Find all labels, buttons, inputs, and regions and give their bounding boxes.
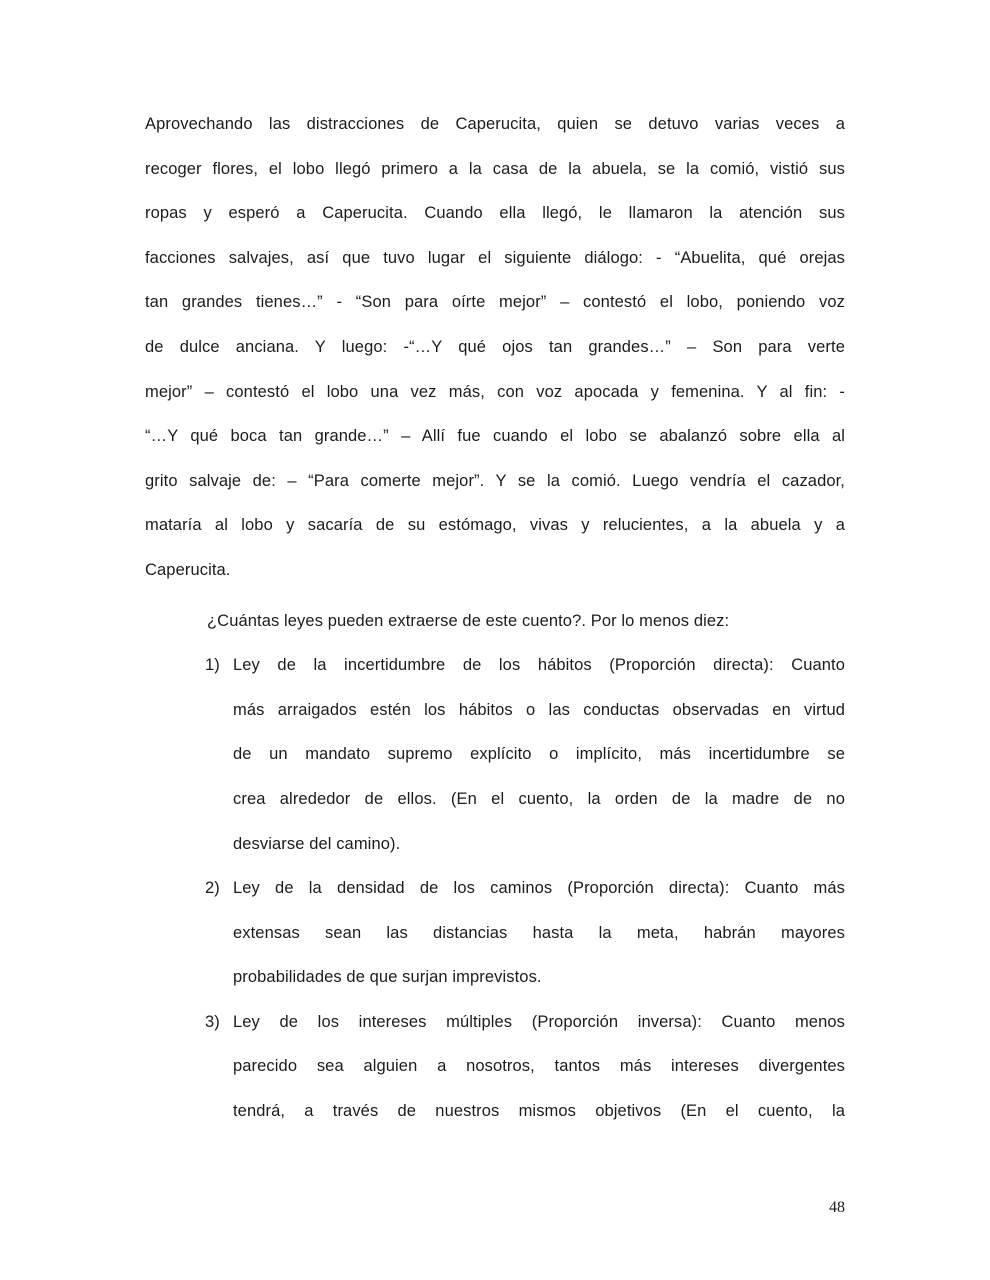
numbered-item xyxy=(145,1000,845,1134)
text-line: “…Y qué boca tan grande…” – Allí fue cuando el lobo se abalanzó sobre ella al xyxy=(145,427,845,446)
text-line: parecido sea alguien a nosotros, tantos más intereses divergentes xyxy=(233,1057,845,1076)
numbered-item xyxy=(145,643,845,866)
list-number: 3) xyxy=(205,1012,220,1031)
text-line: más arraigados estén los hábitos o las conductas observadas en virtud xyxy=(233,700,845,719)
text-line: Aprovechando las distracciones de Caperucita, quien se detuvo varias veces a xyxy=(145,115,845,133)
text-line: mataría al lobo y sacaría de su estómago, vivas y relucientes, a la abuela y a xyxy=(145,516,845,535)
numbered-item xyxy=(145,866,845,1000)
text-line: Ley de la densidad de los caminos (Proporción directa): Cuanto más xyxy=(233,879,845,898)
page-text xyxy=(145,102,845,1134)
list-number: 2) xyxy=(205,879,220,898)
text-line: extensas sean las distancias hasta la meta, habrán mayores xyxy=(233,923,845,942)
text-line: de un mandato supremo explícito o implícito, más incertidumbre se xyxy=(233,745,845,764)
paragraph xyxy=(145,102,845,593)
text-line: Ley de la incertidumbre de los hábitos (Proporción directa): Cuanto xyxy=(233,656,845,675)
text-line: recoger flores, el lobo llegó primero a la casa de la abuela, se la comió, vistió sus xyxy=(145,159,845,178)
text-line: tendrá, a través de nuestros mismos objetivos (En el cuento, la xyxy=(233,1102,845,1121)
text-line: desviarse del camino). xyxy=(233,834,401,853)
text-line: mejor” – contestó el lobo una vez más, con voz apocada y femenina. Y al fin: - xyxy=(145,382,845,401)
text-line: facciones salvajes, así que tuvo lugar el siguiente diálogo: - “Abuelita, qué orejas xyxy=(145,248,845,267)
text-line: crea alrededor de ellos. (En el cuento, la orden de la madre de no xyxy=(233,789,845,808)
list-number: 1) xyxy=(205,656,220,675)
text-line: Ley de los intereses múltiples (Proporción inversa): Cuanto menos xyxy=(233,1012,845,1031)
text-line: Caperucita. xyxy=(145,560,231,579)
text-line: ropas y esperó a Caperucita. Cuando ella llegó, le llamaron la atención sus xyxy=(145,204,845,223)
text-line: de dulce anciana. Y luego: -“…Y qué ojos tan grandes…” – Son para verte xyxy=(145,337,845,356)
page-number: 48 xyxy=(829,1199,845,1216)
paragraph xyxy=(145,599,845,644)
text-line: grito salvaje de: – “Para comerte mejor”. Y se la comió. Luego vendría el cazador, xyxy=(145,471,845,490)
text-line: probabilidades de que surjan imprevistos. xyxy=(233,968,542,987)
text-line: tan grandes tienes…” - “Son para oírte mejor” – contestó el lobo, poniendo voz xyxy=(145,293,845,312)
text-line: ¿Cuántas leyes pueden extraerse de este cuento?. Por lo menos diez: xyxy=(207,611,730,630)
